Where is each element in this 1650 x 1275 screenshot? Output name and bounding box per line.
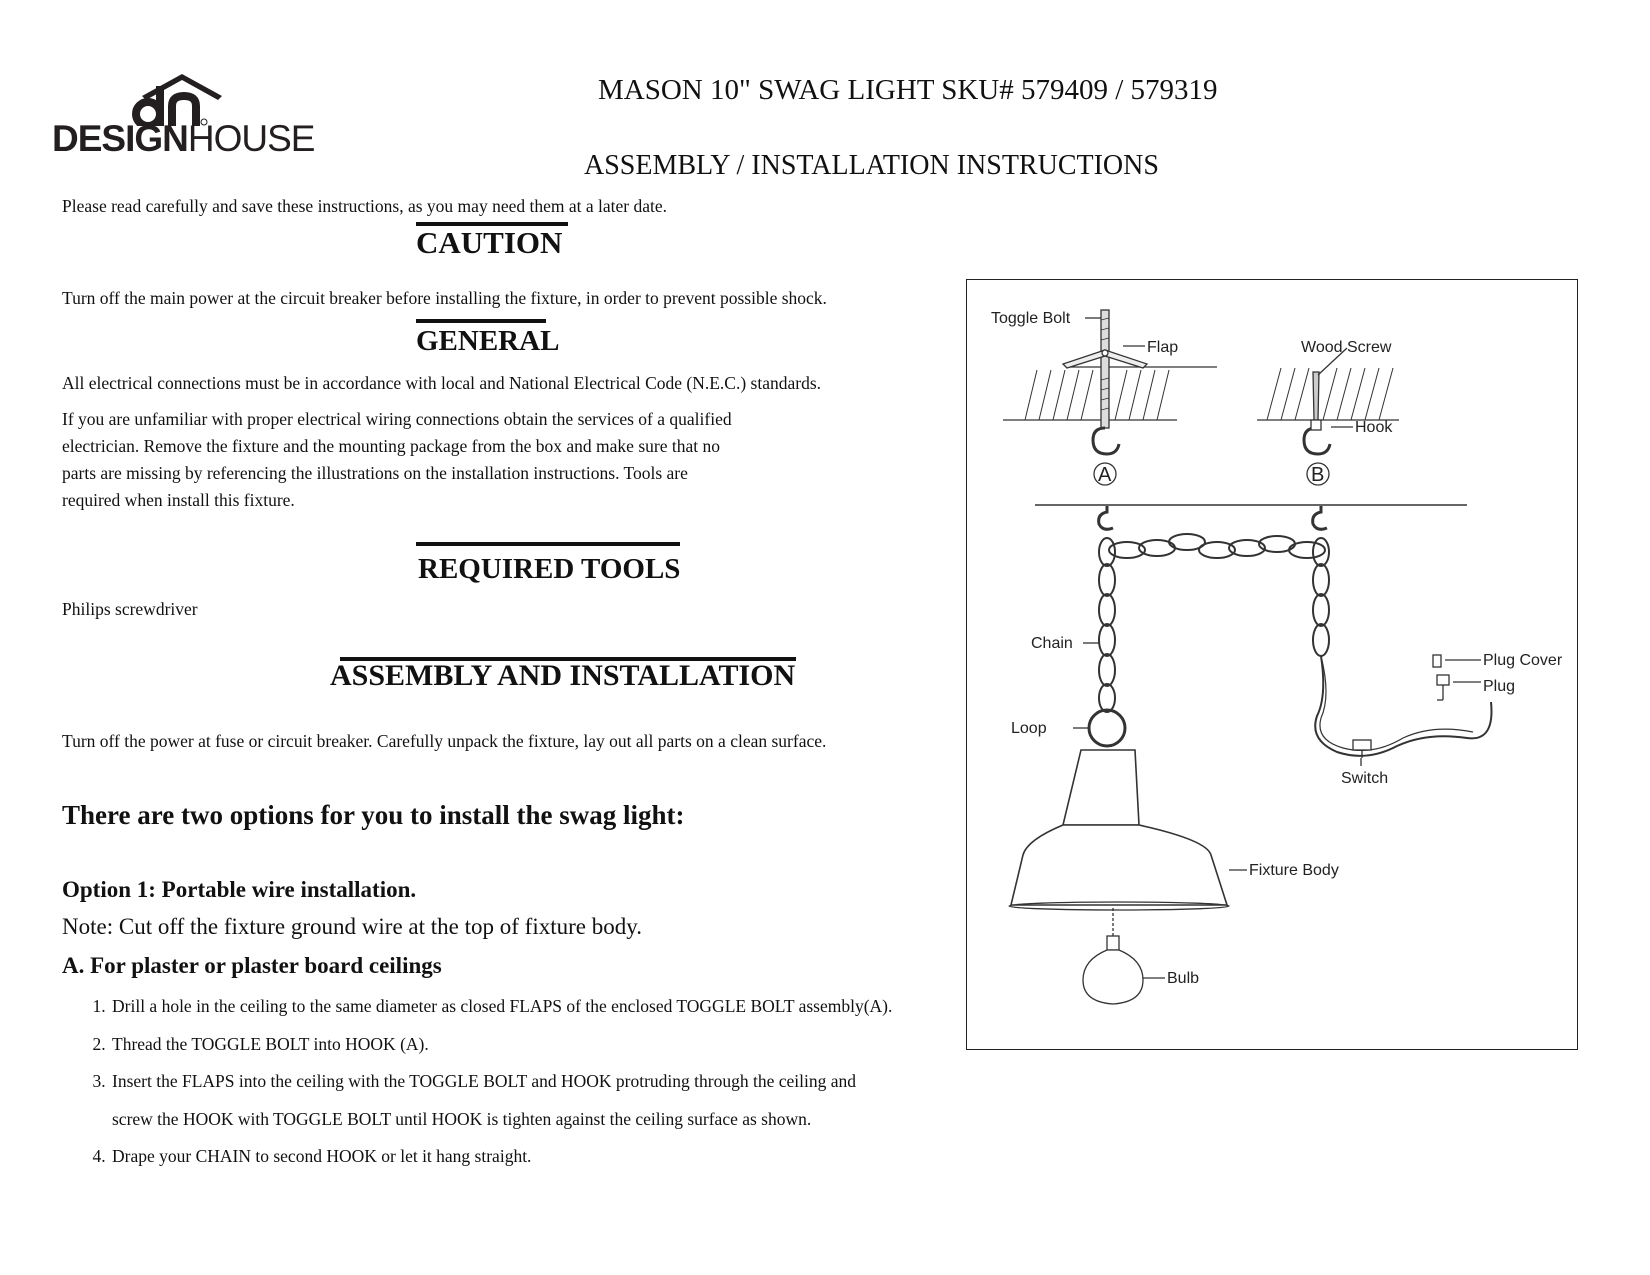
chain-icon [1099,534,1329,712]
ceiling-a [1003,367,1217,420]
label-plug: Plug [1483,678,1516,695]
general-line-1: If you are unfamiliar with proper electrical wiring connections obtain the services of a qualified [62,409,732,429]
designhouse-logo [52,70,315,170]
general-line-4: required when install this fixture. [62,490,295,510]
label-toggle-bolt: Toggle Bolt [991,310,1071,327]
label-wood-screw: Wood Screw [1301,339,1392,356]
label-circle-b: B [1311,464,1325,486]
document-title: MASON 10" SWAG LIGHT SKU# 579409 / 579319 [598,74,1218,106]
option1-note: Note: Cut off the fixture ground wire at the top of fixture body. [62,914,642,939]
swag-light-illustration [967,280,1577,1049]
option1-subheading: A. For plaster or plaster board ceilings [62,953,442,978]
step-4: 4. Drape your CHAIN to second HOOK or let it hang straight. [110,1138,892,1176]
caution-text: Turn off the main power at the circuit breaker before installing the fixture, in order to prevent possible shock. [62,288,827,308]
document-subtitle: ASSEMBLY / INSTALLATION INSTRUCTIONS [584,150,1159,181]
options-heading: There are two options for you to install the swag light: [62,800,685,830]
wood-screw-icon [1304,348,1347,454]
label-plug-cover: Plug Cover [1483,652,1563,669]
loop-icon [1089,710,1125,746]
label-bulb: Bulb [1167,970,1200,987]
installation-steps [72,988,892,1176]
step-2: 2. Thread the TOGGLE BOLT into HOOK (A). [110,1026,892,1064]
logo-wordmark: DESIGNHOUSE [52,118,315,159]
general-rule [416,319,546,323]
bulb-icon [1083,908,1165,1004]
label-hook: Hook [1355,419,1393,436]
step-3-text: Insert the FLAPS into the ceiling with the TOGGLE BOLT and HOOK protruding through the ceiling and [112,1071,856,1091]
option1-heading: Option 1: Portable wire installation. [62,877,417,902]
fixture-body-icon [1009,750,1247,910]
label-chain: Chain [1031,635,1073,652]
ceiling-b [1257,368,1399,420]
general-line-3: parts are missing by referencing the illustrations on the installation instructions. Tools are [62,463,688,483]
switch-icon [1353,740,1371,750]
step-3-continued: screw the HOOK with TOGGLE BOLT until HOOK is tighten against the ceiling surface as shown. [112,1108,812,1129]
plug-icon [1433,655,1449,700]
label-flap: Flap [1147,339,1179,356]
toggle-bolt-icon [1063,310,1147,454]
general-heading: GENERAL [416,325,560,357]
label-loop: Loop [1011,720,1047,737]
assembly-heading: ASSEMBLY AND INSTALLATION [330,659,796,692]
assembly-text: Turn off the power at fuse or circuit breaker. Carefully unpack the fixture, lay out all parts on a clean surface. [62,731,827,751]
tools-heading: REQUIRED TOOLS [418,553,681,585]
general-text-1: All electrical connections must be in accordance with local and National Electrical Code (N.E.C.) standards. [62,373,822,393]
general-paragraph [62,406,732,514]
general-line-2: electrician. Remove the fixture and the mounting package from the box and make sure that no [62,436,720,456]
caution-heading: CAUTION [416,225,563,260]
label-circle-a: A [1098,464,1112,486]
tools-item: Philips screwdriver [62,599,198,619]
label-fixture-body: Fixture Body [1249,862,1339,879]
step-1: 1. Drill a hole in the ceiling to the same diameter as closed FLAPS of the enclosed TOGGLE BOLT assembly(A). [110,988,892,1026]
installation-diagram [966,279,1578,1050]
step-3 [110,1063,892,1138]
tools-rule [416,542,680,546]
label-switch: Switch [1341,770,1389,787]
intro-text: Please read carefully and save these instructions, as you may need them at a later date. [62,196,667,216]
